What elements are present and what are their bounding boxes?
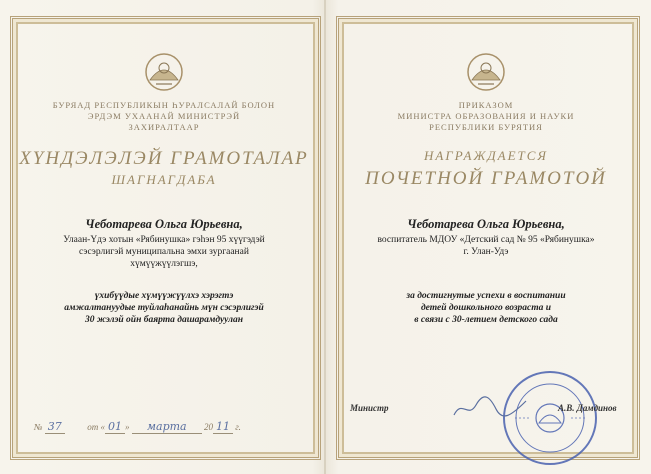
order-number: 37 [45,420,65,434]
position-line: сэсэрлигэй муниципальна эмхи зургаанай [79,247,249,257]
date-mid: » [125,422,130,432]
year-prefix: 20 [204,422,213,432]
authority-line: РЕСПУБЛИКИ БУРЯТИЯ [429,122,543,132]
recipient-name: Чеботарева Ольга Юрьевна, [407,217,565,231]
recipient-position [14,234,314,270]
buryatia-emblem-icon [464,50,508,94]
recipient-position [340,234,632,258]
authority-line: ЗАХИРАЛТААР [128,122,200,132]
buryatia-emblem-icon [142,50,186,94]
year-suffix: г. [235,422,241,432]
reason-line: амжалтануудые туйлаһанайнь мүн сэсэрлигэй [64,303,264,313]
center-fold [324,0,326,474]
authority-line: МИНИСТРА ОБРАЗОВАНИЯ И НАУКИ [397,111,575,121]
certificate-title: НАГРАЖДАЕТСЯ [424,148,548,163]
order-month: марта [132,420,202,434]
position-line: г. Улан-Удэ [463,247,509,257]
order-day: 01 [105,420,125,434]
handwritten-signature [450,395,530,421]
date-prefix: от « [87,422,105,432]
certificate-subtitle: ШАГНАГДАБА [111,172,217,187]
reason-line: в связи с 30-летием детского сада [414,315,558,325]
position-line: хүмүүжүүлэгшэ, [130,259,198,269]
issuing-authority [14,100,314,133]
authority-line: БУРЯАД РЕСПУБЛИКЫН ҺУРАЛСАЛАЙ БОЛОН [52,100,276,110]
issuing-authority [340,100,632,133]
recipient-name: Чеботарева Ольга Юрьевна, [85,217,243,231]
order-footer [34,420,241,434]
right-panel [340,0,632,474]
number-prefix: № [34,422,43,432]
certificate-title: ХҮНДЭЛЭЛЭЙ ГРАМОТАЛАР [19,148,309,169]
reason-line: детей дошкольного возраста и [420,303,552,313]
authority-line: ЭРДЭМ УХААНАЙ МИНИСТРЭЙ [87,111,241,121]
position-line: Улаан-Үдэ хотын «Рябинушка» гэһэн 95 хүүгэдэй [63,235,265,245]
left-panel [14,0,314,474]
order-year: 11 [213,420,233,434]
reason-line: үхибүүдые хүмүүжүүлхэ хэрэгтэ [94,291,234,301]
position-line: воспитатель МДОУ «Детский сад № 95 «Рябинушка» [377,235,595,245]
signatory-name: А.В. Дамдинов [558,403,617,413]
certificate-subtitle: ПОЧЕТНОЙ ГРАМОТОЙ [365,168,607,189]
reason-line: за достигнутые успехи в воспитании [406,291,566,301]
reason-line: 30 жэлэй ойн баярта дашарамдуулан [84,315,244,325]
award-reason [14,290,314,326]
authority-line: ПРИКАЗОМ [458,100,514,110]
signatory-title: Министр [350,403,389,413]
award-reason [340,290,632,326]
